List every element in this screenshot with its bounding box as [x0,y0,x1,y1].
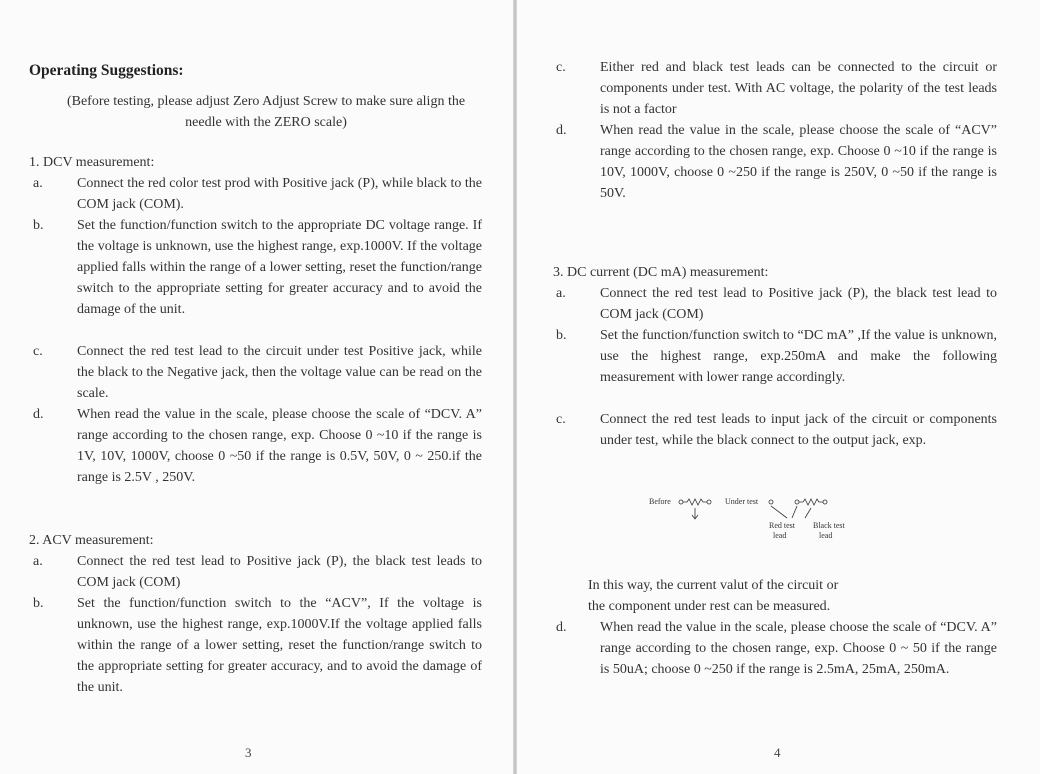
item-text: Set the function/function switch to the “ACV”, If the voltage is unknown, use the highest range, exp.1000V.If the voltage applied falls within the range of a lower setting, reset the function/range switch to the appropriate setting for greater accuracy, and to avoid the damage of the unit. [77,596,482,695]
left-page [0,0,513,774]
item-text: When read the value in the scale, please choose the scale of “ACV” range according to the chosen range, exp. Choose 0 ~10 if the range is 10V, 1000V, choose 0 ~250 if the range is 250V, 0 ~50 if the range is 50V. [600,123,997,201]
item-text: Connect the red test leads to input jack of the circuit or components under test, while the black connect to the output jack, exp. [600,412,997,448]
item-label: d. [33,407,44,422]
item-label: b. [33,596,44,611]
acv-item-b [33,593,482,698]
acv-item-d [556,120,997,204]
item-label: b. [556,328,567,343]
diagram-red-lead-label-2: lead [773,531,787,540]
dcv-item-d [33,404,482,488]
dcv-item-c [33,341,482,404]
item-text: Set the function/function switch to the appropriate DC voltage range. If the voltage is unknown, use the highest range, exp.1000V. If the voltage applied falls within the range of a lower setting, reset the function/range switch to the appropriate setting for greater accuracy and to avoid the damage of the unit. [77,218,482,317]
item-text: When read the value in the scale, please choose the scale of “DCV. A” range according to the chosen range, exp. Choose 0 ~ 50 if the range is 50uA; choose 0 ~250 if the range is 2.5mA, 25mA, 250mA. [600,620,997,677]
dcv-item-b [33,215,482,320]
item-text: Connect the red test lead to Positive jack (P), the black test lead to COM jack (COM) [600,286,997,322]
diagram-black-lead-label: Black test [813,521,845,530]
right-page [517,0,1040,774]
dc-item-c [556,409,997,451]
after-diagram-line-2: the component under rest can be measured. [588,599,831,614]
item-label: d. [556,123,567,138]
zero-adjust-note: (Before testing, please adjust Zero Adjust Screw to make sure align the needle with the ZERO scale) [66,94,466,130]
diagram-under-test-label: Under test [725,497,759,506]
item-text: Set the function/function switch to “DC mA” ,If the value is unknown, use the highest range, exp.250mA and make the following measurement with lower range accordingly. [600,328,997,385]
acv-item-c [556,57,997,120]
dc-current-section-title: 3. DC current (DC mA) measurement: [553,265,769,280]
item-text: When read the value in the scale, please choose the scale of “DCV. A” range according to the chosen range, exp. Choose 0 ~10 if the range is 1V, 10V, 1000V, choose 0 ~50 if the range is 0.5V, 50V, 0 ~ 250.if the range is 2.5V , 250V. [77,407,482,485]
item-label: b. [33,218,44,233]
dc-item-d [556,617,997,680]
acv-section-title: 2. ACV measurement: [29,533,154,548]
diagram-red-lead-label: Red test [769,521,795,530]
dcv-item-a [33,173,482,215]
circuit-diagram [647,492,927,554]
item-label: a. [556,286,566,301]
page-number: 4 [774,745,781,760]
item-label: c. [556,412,566,427]
item-label: a. [33,176,43,191]
item-text: Connect the red test lead to Positive jack (P), the black test leads to COM jack (COM) [77,554,482,590]
item-text: Connect the red test lead to the circuit under test Positive jack, while the black to the Negative jack, then the voltage value can be read on the scale. [77,344,482,401]
dcv-section-title: 1. DCV measurement: [29,155,155,170]
diagram-before-label: Before [649,497,671,506]
after-diagram-line-1: In this way, the current valut of the circuit or [588,578,839,593]
item-label: a. [33,554,43,569]
dc-item-a [556,283,997,325]
item-label: c. [33,344,43,359]
dc-item-b [556,325,997,388]
diagram-black-lead-label-2: lead [819,531,833,540]
item-label: c. [556,60,566,75]
item-text: Connect the red color test prod with Positive jack (P), while black to the COM jack (COM). [77,176,482,212]
page-number: 3 [245,745,252,760]
acv-item-a [33,551,482,593]
item-label: d. [556,620,567,635]
item-text: Either red and black test leads can be connected to the circuit or components under test. With AC voltage, the polarity of the test leads is not a factor [600,60,997,117]
section-heading: Operating Suggestions: [29,62,184,79]
